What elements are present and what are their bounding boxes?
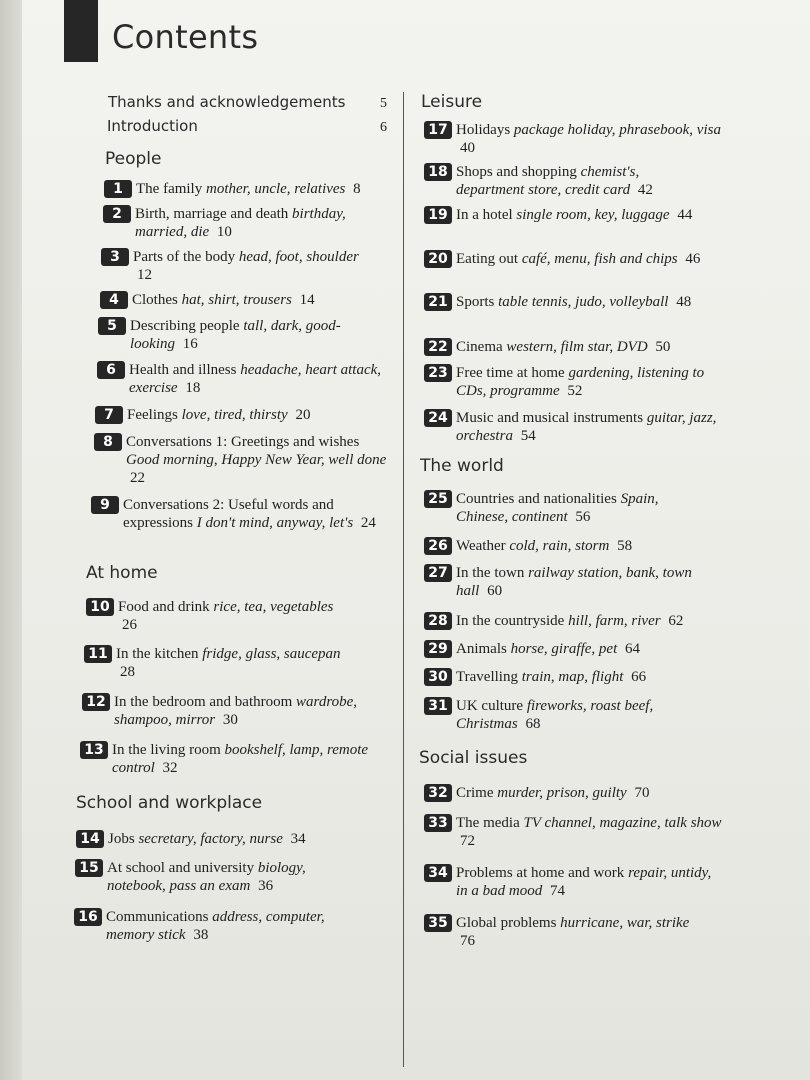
unit-page: 44 bbox=[677, 207, 693, 223]
unit-title: Weather bbox=[456, 538, 506, 554]
unit-number-badge: 28 bbox=[424, 612, 452, 630]
unit-examples: head, foot, shoulder bbox=[238, 249, 359, 265]
unit-examples: headache, heart attack, exercise bbox=[129, 362, 382, 396]
unit-title: Holidays bbox=[456, 122, 511, 138]
unit-examples: hurricane, war, strike bbox=[560, 915, 690, 931]
unit-number-badge: 26 bbox=[424, 537, 452, 555]
unit-title: In the countryside bbox=[456, 613, 565, 629]
unit-title: The media bbox=[456, 815, 520, 831]
unit-page: 60 bbox=[487, 583, 503, 599]
unit-examples: mother, uncle, relatives bbox=[205, 181, 346, 197]
unit-entry[interactable] bbox=[80, 741, 370, 777]
unit-title: In the bedroom and bathroom bbox=[114, 694, 293, 710]
unit-examples: railway station, bank, town hall bbox=[456, 565, 692, 599]
unit-number-badge: 16 bbox=[74, 908, 102, 926]
unit-number-badge: 18 bbox=[424, 163, 452, 181]
unit-page: 50 bbox=[655, 339, 671, 355]
unit-examples: chemist's, department store, credit card bbox=[456, 164, 640, 198]
unit-examples: I don't mind, anyway, let's bbox=[196, 515, 354, 531]
unit-title: Describing people bbox=[130, 318, 240, 334]
unit-title: The family bbox=[136, 181, 203, 197]
unit-page: 62 bbox=[668, 613, 684, 629]
section-heading-social-issues: Social issues bbox=[419, 748, 528, 768]
unit-page: 48 bbox=[676, 294, 692, 310]
unit-title: In a hotel bbox=[456, 207, 513, 223]
unit-page: 64 bbox=[625, 641, 640, 657]
unit-title: In the kitchen bbox=[116, 646, 199, 662]
unit-entry[interactable] bbox=[424, 564, 694, 600]
unit-number-badge: 2 bbox=[103, 205, 131, 223]
unit-entry[interactable] bbox=[424, 814, 724, 850]
unit-entry[interactable] bbox=[424, 338, 734, 356]
unit-title: In the living room bbox=[112, 742, 221, 758]
unit-entry[interactable] bbox=[86, 598, 346, 634]
unit-title: Global problems bbox=[456, 915, 557, 931]
unit-number-badge: 29 bbox=[424, 640, 452, 658]
unit-number-badge: 10 bbox=[86, 598, 114, 616]
unit-entry[interactable] bbox=[424, 914, 704, 950]
unit-number-badge: 23 bbox=[424, 364, 452, 382]
unit-examples: birthday, married, die bbox=[135, 206, 346, 240]
unit-number-badge: 14 bbox=[76, 830, 104, 848]
unit-entry[interactable] bbox=[91, 496, 381, 532]
unit-entry[interactable] bbox=[424, 640, 724, 658]
unit-number-badge: 17 bbox=[424, 121, 452, 139]
unit-page: 34 bbox=[290, 831, 306, 847]
unit-page: 22 bbox=[130, 470, 145, 486]
chapter-tab bbox=[64, 0, 98, 62]
unit-title: Music and musical instruments bbox=[456, 410, 644, 426]
unit-number-badge: 11 bbox=[84, 645, 112, 663]
unit-entry[interactable] bbox=[76, 830, 386, 848]
unit-entry[interactable] bbox=[95, 406, 395, 424]
unit-examples: repair, untidy, in a bad mood bbox=[456, 865, 712, 899]
unit-entry[interactable] bbox=[75, 859, 365, 895]
unit-examples: secretary, factory, nurse bbox=[138, 831, 283, 847]
unit-page: 58 bbox=[617, 538, 633, 554]
unit-entry[interactable] bbox=[424, 490, 704, 526]
unit-title: Problems at home and work bbox=[456, 865, 625, 881]
unit-entry[interactable] bbox=[84, 645, 344, 681]
unit-entry[interactable] bbox=[101, 248, 371, 284]
section-heading-leisure: Leisure bbox=[421, 92, 483, 112]
unit-number-badge: 13 bbox=[80, 741, 108, 759]
unit-examples: café, menu, fish and chips bbox=[521, 251, 678, 267]
page-title: Contents bbox=[112, 18, 259, 56]
unit-examples: Spain, Chinese, continent bbox=[456, 491, 659, 525]
unit-title: Countries and nationalities bbox=[456, 491, 617, 507]
unit-page: 46 bbox=[685, 251, 701, 267]
section-heading-people: People bbox=[105, 149, 162, 169]
section-heading-the-world: The world bbox=[420, 456, 504, 476]
unit-page: 16 bbox=[182, 336, 198, 352]
unit-examples: table tennis, judo, volleyball bbox=[498, 294, 669, 310]
unit-number-badge: 25 bbox=[424, 490, 452, 508]
unit-examples: wardrobe, shampoo, mirror bbox=[114, 694, 358, 728]
unit-number-badge: 1 bbox=[104, 180, 132, 198]
unit-entry[interactable] bbox=[98, 317, 368, 353]
unit-page: 24 bbox=[360, 515, 376, 531]
front-item-thanks[interactable] bbox=[108, 93, 345, 111]
unit-examples: hat, shirt, trousers bbox=[181, 292, 292, 308]
unit-number-badge: 8 bbox=[94, 433, 122, 451]
unit-page: 68 bbox=[525, 716, 541, 732]
unit-page: 36 bbox=[258, 878, 274, 894]
unit-page: 20 bbox=[295, 407, 311, 423]
unit-title: Travelling bbox=[456, 669, 518, 685]
unit-entry[interactable] bbox=[424, 206, 694, 224]
front-item-label: Thanks and acknowledgements bbox=[108, 93, 346, 111]
unit-number-badge: 19 bbox=[424, 206, 452, 224]
unit-page: 26 bbox=[122, 617, 137, 633]
unit-page: 32 bbox=[162, 760, 178, 776]
unit-title: Jobs bbox=[108, 831, 135, 847]
unit-number-badge: 27 bbox=[424, 564, 452, 582]
unit-number-badge: 7 bbox=[95, 406, 123, 424]
unit-page: 14 bbox=[299, 292, 315, 308]
unit-entry[interactable] bbox=[82, 693, 372, 729]
unit-entry[interactable] bbox=[424, 293, 694, 311]
unit-entry[interactable] bbox=[424, 409, 724, 445]
unit-page: 76 bbox=[460, 933, 475, 949]
unit-entry[interactable] bbox=[424, 163, 694, 199]
unit-examples: fridge, glass, saucepan bbox=[202, 646, 341, 662]
unit-examples: single room, key, luggage bbox=[516, 207, 670, 223]
unit-number-badge: 20 bbox=[424, 250, 452, 268]
unit-entry[interactable] bbox=[424, 864, 714, 900]
unit-examples: biology, notebook, pass an exam bbox=[107, 860, 306, 894]
unit-title: Cinema bbox=[456, 339, 503, 355]
unit-page: 66 bbox=[631, 669, 647, 685]
unit-page: 8 bbox=[353, 181, 361, 197]
unit-page: 10 bbox=[216, 224, 232, 240]
unit-examples: gardening, listening to CDs, programme bbox=[456, 365, 705, 399]
unit-title: Communications bbox=[106, 909, 209, 925]
unit-number-badge: 30 bbox=[424, 668, 452, 686]
unit-entry[interactable] bbox=[104, 180, 394, 198]
unit-title: Conversations 2: Useful words and expressions bbox=[123, 497, 334, 531]
unit-examples: address, computer, memory stick bbox=[106, 909, 325, 943]
unit-title: Eating out bbox=[456, 251, 519, 267]
unit-page: 54 bbox=[520, 428, 536, 444]
unit-entry[interactable] bbox=[424, 537, 724, 555]
unit-examples: horse, giraffe, pet bbox=[510, 641, 618, 657]
unit-entry[interactable] bbox=[424, 612, 734, 630]
unit-number-badge: 24 bbox=[424, 409, 452, 427]
unit-title: Shops and shopping bbox=[456, 164, 577, 180]
unit-examples: train, map, flight bbox=[521, 669, 624, 685]
unit-number-badge: 9 bbox=[91, 496, 119, 514]
unit-entry[interactable] bbox=[424, 697, 714, 733]
unit-page: 28 bbox=[120, 664, 135, 680]
unit-title: Animals bbox=[456, 641, 507, 657]
unit-page: 12 bbox=[137, 267, 152, 283]
unit-title: Parts of the body bbox=[133, 249, 236, 265]
unit-page: 40 bbox=[460, 140, 475, 156]
unit-title: Food and drink bbox=[118, 599, 210, 615]
unit-page: 38 bbox=[193, 927, 209, 943]
front-item-page: 6 bbox=[380, 120, 387, 135]
unit-title: Sports bbox=[456, 294, 495, 310]
unit-examples: murder, prison, guilty bbox=[497, 785, 627, 801]
unit-number-badge: 12 bbox=[82, 693, 110, 711]
unit-title: In the town bbox=[456, 565, 525, 581]
unit-page: 52 bbox=[567, 383, 583, 399]
unit-title: At school and university bbox=[107, 860, 255, 876]
unit-title: Birth, marriage and death bbox=[135, 206, 289, 222]
unit-entry[interactable] bbox=[424, 364, 724, 400]
unit-title: Feelings bbox=[127, 407, 178, 423]
unit-page: 30 bbox=[222, 712, 238, 728]
unit-number-badge: 34 bbox=[424, 864, 452, 882]
unit-page: 74 bbox=[550, 883, 565, 899]
unit-number-badge: 33 bbox=[424, 814, 452, 832]
unit-entry[interactable] bbox=[424, 121, 724, 157]
unit-page: 70 bbox=[634, 785, 650, 801]
unit-number-badge: 4 bbox=[100, 291, 128, 309]
unit-number-badge: 15 bbox=[75, 859, 103, 877]
unit-title: Free time at home bbox=[456, 365, 565, 381]
unit-examples: bookshelf, lamp, remote control bbox=[112, 742, 369, 776]
column-divider bbox=[403, 92, 404, 1067]
unit-page: 72 bbox=[460, 833, 475, 849]
unit-title: Crime bbox=[456, 785, 494, 801]
unit-number-badge: 22 bbox=[424, 338, 452, 356]
unit-examples: tall, dark, good-looking bbox=[130, 318, 341, 352]
section-heading-school-workplace: School and workplace bbox=[76, 793, 263, 813]
unit-examples: cold, rain, storm bbox=[509, 538, 610, 554]
unit-entry[interactable] bbox=[100, 291, 400, 309]
unit-examples: hill, farm, river bbox=[568, 613, 661, 629]
unit-number-badge: 6 bbox=[97, 361, 125, 379]
unit-entry[interactable] bbox=[94, 433, 394, 487]
unit-examples: western, film star, DVD bbox=[506, 339, 648, 355]
unit-examples: package holiday, phrasebook, visa bbox=[513, 122, 721, 138]
section-heading-at-home: At home bbox=[86, 563, 158, 583]
front-item-introduction[interactable] bbox=[107, 117, 198, 135]
unit-number-badge: 3 bbox=[101, 248, 129, 266]
unit-page: 42 bbox=[637, 182, 653, 198]
unit-number-badge: 35 bbox=[424, 914, 452, 932]
unit-examples: guitar, jazz, orchestra bbox=[456, 410, 717, 444]
unit-number-badge: 21 bbox=[424, 293, 452, 311]
unit-page: 56 bbox=[575, 509, 591, 525]
front-item-label: Introduction bbox=[107, 117, 198, 135]
unit-number-badge: 32 bbox=[424, 784, 452, 802]
unit-title: Clothes bbox=[132, 292, 178, 308]
unit-examples: rice, tea, vegetables bbox=[213, 599, 334, 615]
unit-entry[interactable] bbox=[424, 784, 724, 802]
previous-page-edge bbox=[0, 0, 22, 1080]
front-item-page: 5 bbox=[380, 96, 387, 111]
unit-title: Health and illness bbox=[129, 362, 237, 378]
unit-entry[interactable] bbox=[97, 361, 387, 397]
unit-examples: Good morning, Happy New Year, well done bbox=[126, 452, 387, 468]
unit-number-badge: 5 bbox=[98, 317, 126, 335]
unit-examples: fireworks, roast beef, Christmas bbox=[456, 698, 654, 732]
unit-entry[interactable] bbox=[103, 205, 383, 241]
unit-entry[interactable] bbox=[424, 250, 714, 268]
unit-title: Conversations 1: Greetings and wishes bbox=[126, 434, 360, 450]
unit-title: UK culture bbox=[456, 698, 524, 714]
unit-examples: love, tired, thirsty bbox=[181, 407, 288, 423]
unit-entry[interactable] bbox=[74, 908, 374, 944]
unit-number-badge: 31 bbox=[424, 697, 452, 715]
unit-page: 18 bbox=[185, 380, 201, 396]
unit-entry[interactable] bbox=[424, 668, 724, 686]
unit-examples: TV channel, magazine, talk show bbox=[523, 815, 722, 831]
